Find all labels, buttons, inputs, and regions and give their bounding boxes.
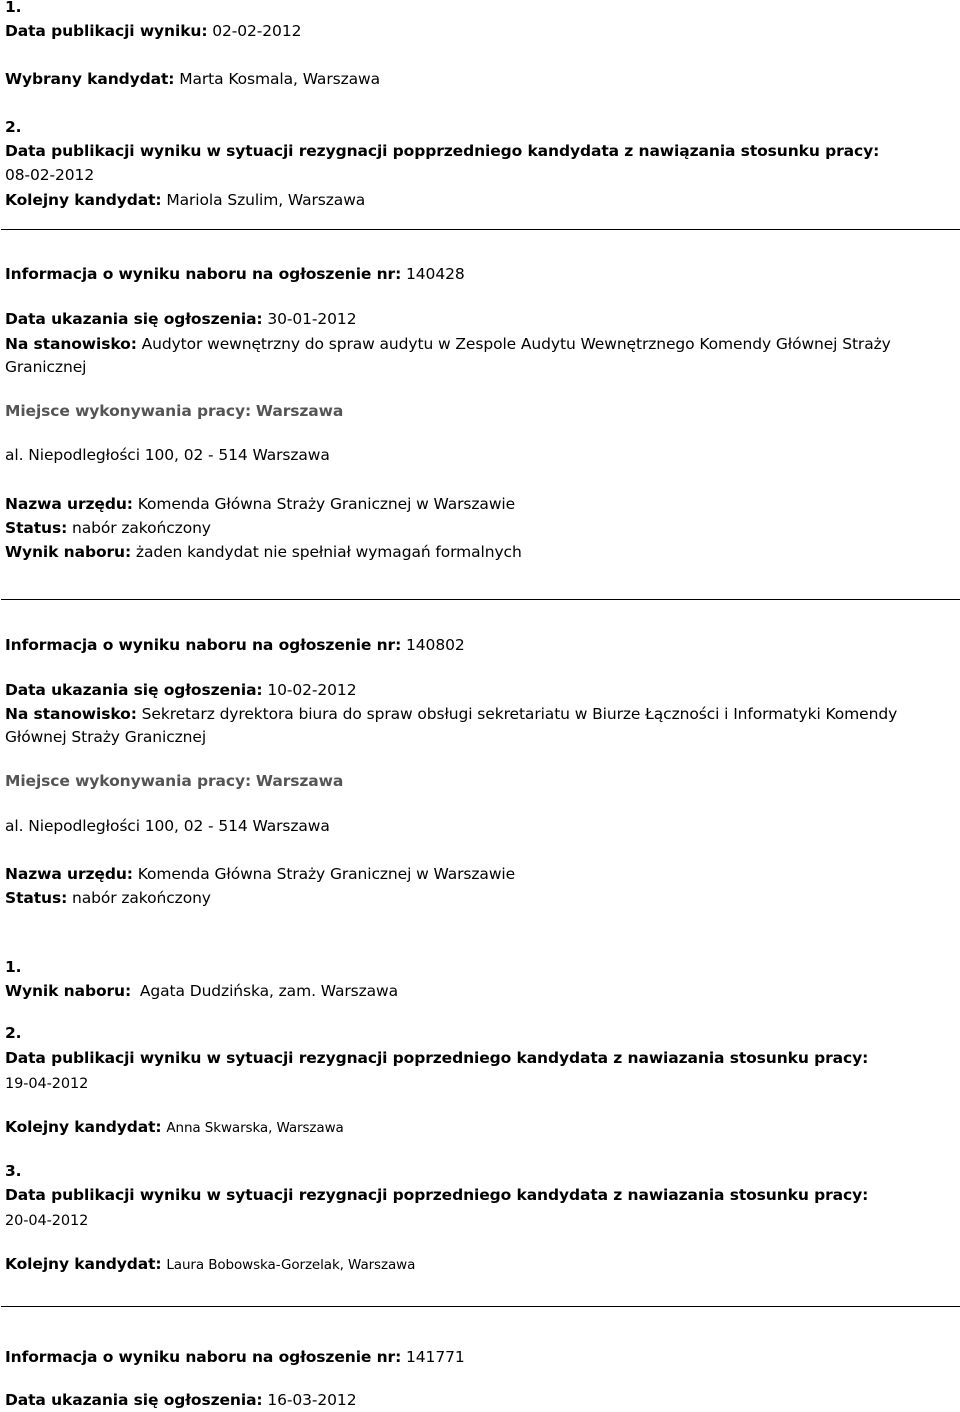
position-row bbox=[5, 333, 945, 379]
workplace-row bbox=[5, 401, 343, 421]
status-row bbox=[5, 888, 211, 908]
office-name-row bbox=[5, 864, 515, 884]
next-candidate-row bbox=[5, 190, 365, 210]
announcement-number-label: Informacja o wyniku naboru na ogłoszenie nr: bbox=[5, 1348, 402, 1366]
next-candidate-label: Kolejny kandydat: bbox=[5, 191, 162, 209]
workplace-value: Warszawa bbox=[255, 772, 344, 790]
announcement-number-value: 141771 bbox=[406, 1348, 465, 1366]
item-number: 1. bbox=[5, 0, 22, 16]
resignation-date-value: 20-04-2012 bbox=[5, 1213, 89, 1229]
office-name-label: Nazwa urzędu: bbox=[5, 495, 133, 513]
announcement-number-row bbox=[5, 1347, 465, 1367]
next-candidate-row bbox=[5, 1254, 415, 1275]
office-name-value: Komenda Główna Straży Granicznej w Warszawie bbox=[137, 865, 516, 883]
announcement-number-label: Informacja o wyniku naboru na ogłoszenie nr: bbox=[5, 265, 402, 283]
announcement-number-label: Informacja o wyniku naboru na ogłoszenie nr: bbox=[5, 636, 402, 654]
result-value: Agata Dudzińska, zam. Warszawa bbox=[139, 982, 399, 1000]
next-candidate-label: Kolejny kandydat: bbox=[5, 1118, 162, 1136]
announcement-number-row bbox=[5, 635, 465, 655]
announcement-number-value: 140802 bbox=[406, 636, 465, 654]
publication-date-row bbox=[5, 21, 301, 41]
announcement-date-label: Data ukazania się ogłoszenia: bbox=[5, 310, 263, 328]
next-candidate-row bbox=[5, 1117, 344, 1138]
announcement-date-row bbox=[5, 680, 356, 700]
office-name-label: Nazwa urzędu: bbox=[5, 865, 133, 883]
announcement-date-row bbox=[5, 309, 356, 329]
resignation-date-value: 19-04-2012 bbox=[5, 1076, 89, 1092]
selected-candidate-value: Marta Kosmala, Warszawa bbox=[179, 70, 380, 88]
announcement-date-value: 10-02-2012 bbox=[267, 681, 357, 699]
result-value: żaden kandydat nie spełniał wymagań formalnych bbox=[135, 543, 522, 561]
next-candidate-value: Mariola Szulim, Warszawa bbox=[166, 191, 366, 209]
result-label: Wynik naboru: bbox=[5, 543, 132, 561]
next-candidate-value: Laura Bobowska-Gorzelak, Warszawa bbox=[166, 1257, 416, 1273]
workplace-label: Miejsce wykonywania pracy: bbox=[5, 772, 252, 790]
item-number: 1. bbox=[5, 958, 22, 976]
result-row bbox=[5, 542, 522, 562]
status-label: Status: bbox=[5, 519, 68, 537]
resignation-date-label: Data publikacji wyniku w sytuacji rezygnacji poprzedniego kandydata z nawiazania stosunku pracy: bbox=[5, 1049, 869, 1067]
next-candidate-value: Anna Skwarska, Warszawa bbox=[166, 1120, 344, 1136]
address: al. Niepodległości 100, 02 - 514 Warszawa bbox=[5, 446, 330, 464]
item-number: 3. bbox=[5, 1162, 22, 1180]
address: al. Niepodległości 100, 02 - 514 Warszawa bbox=[5, 817, 330, 835]
office-name-row bbox=[5, 494, 515, 514]
status-value: nabór zakończony bbox=[72, 889, 211, 907]
position-value: Sekretarz dyrektora biura do spraw obsługi sekretariatu w Biurze Łączności i Informatyki Komendy Głównej Straży Granicznej bbox=[5, 705, 898, 746]
announcement-date-value: 16-03-2012 bbox=[267, 1391, 357, 1409]
status-label: Status: bbox=[5, 889, 68, 907]
workplace-label: Miejsce wykonywania pracy: bbox=[5, 402, 252, 420]
status-value: nabór zakończony bbox=[72, 519, 211, 537]
resignation-date-value: 08-02-2012 bbox=[5, 166, 95, 184]
announcement-number-value: 140428 bbox=[406, 265, 465, 283]
next-candidate-label: Kolejny kandydat: bbox=[5, 1255, 162, 1273]
position-label: Na stanowisko: bbox=[5, 705, 137, 723]
position-row bbox=[5, 703, 945, 749]
announcement-date-row bbox=[5, 1390, 356, 1410]
office-name-value: Komenda Główna Straży Granicznej w Warszawie bbox=[137, 495, 516, 513]
announcement-number-row bbox=[5, 264, 465, 284]
section-divider bbox=[1, 599, 960, 600]
status-row bbox=[5, 518, 211, 538]
result-label: Wynik naboru: bbox=[5, 982, 132, 1000]
workplace-row bbox=[5, 771, 343, 791]
announcement-date-value: 30-01-2012 bbox=[267, 310, 357, 328]
selected-candidate-label: Wybrany kandydat: bbox=[5, 70, 175, 88]
resignation-date-label: Data publikacji wyniku w sytuacji rezygnacji popprzedniego kandydata z nawiązania stosunku pracy: bbox=[5, 142, 880, 160]
result-row bbox=[5, 981, 398, 1001]
selected-candidate-row bbox=[5, 69, 380, 89]
position-value: Audytor wewnętrzny do spraw audytu w Zespole Audytu Wewnętrznego Komendy Głównej Straży Granicznej bbox=[5, 335, 891, 376]
resignation-date-label: Data publikacji wyniku w sytuacji rezygnacji poprzedniego kandydata z nawiazania stosunku pracy: bbox=[5, 1186, 869, 1204]
publication-date-value: 02-02-2012 bbox=[212, 22, 302, 40]
announcement-date-label: Data ukazania się ogłoszenia: bbox=[5, 681, 263, 699]
workplace-value: Warszawa bbox=[255, 402, 344, 420]
item-number: 2. bbox=[5, 1024, 22, 1042]
item-number: 2. bbox=[5, 118, 22, 136]
position-label: Na stanowisko: bbox=[5, 335, 137, 353]
section-divider bbox=[1, 1306, 960, 1307]
publication-date-label: Data publikacji wyniku: bbox=[5, 22, 208, 40]
section-divider bbox=[1, 229, 960, 230]
announcement-date-label: Data ukazania się ogłoszenia: bbox=[5, 1391, 263, 1409]
